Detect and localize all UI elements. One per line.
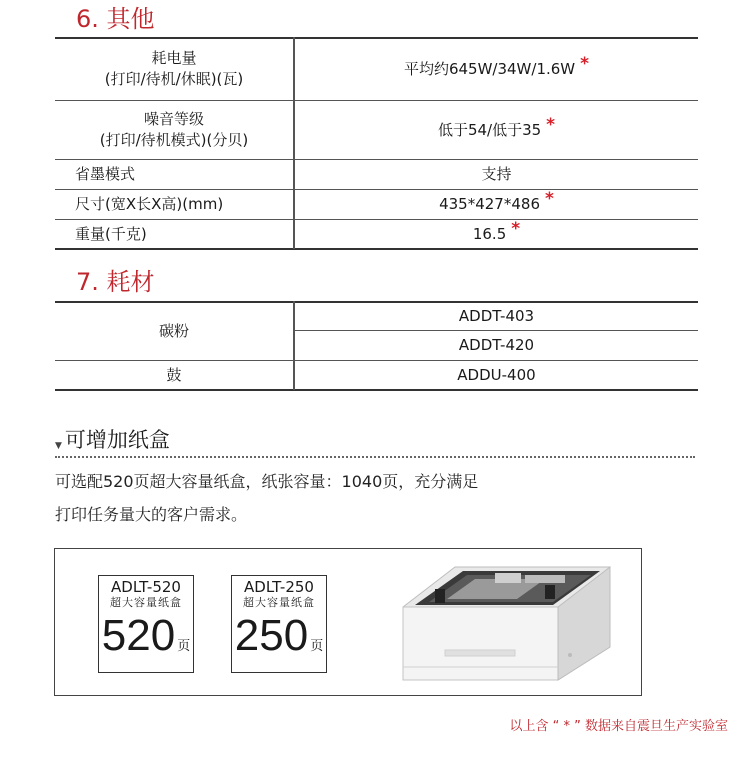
row-weight-label: 重量(千克) xyxy=(75,224,147,243)
row-weight-value xyxy=(295,220,698,248)
drum-label: 鼓 xyxy=(166,365,182,384)
tray-title: 可增加纸盒 xyxy=(64,428,170,452)
badge-unit: 页 xyxy=(310,639,324,654)
row-power-value xyxy=(295,38,698,100)
power-value-text: 平均约645W/34W/1.6W xyxy=(403,59,576,78)
star-mark: * xyxy=(580,53,590,74)
tray-description-line2: 打印任务量大的客户需求。 xyxy=(55,505,248,524)
badge-adlt-520 xyxy=(98,575,194,673)
tray-description-line1: 可选配520页超大容量纸盒，纸张容量：1040页，充分满足 xyxy=(55,472,479,491)
drum-value: ADDU-400 xyxy=(457,365,536,384)
row-size-label: 尺寸(宽X长X高)(mm) xyxy=(75,195,224,213)
badge-desc: 超大容量纸盒 xyxy=(110,596,182,609)
caret-down-icon: ▼ xyxy=(55,441,62,451)
tray-product-box xyxy=(54,548,642,696)
dotted-divider xyxy=(55,456,695,458)
row-noise-label: 噪音等级 (打印/待机模式)(分贝) xyxy=(99,110,249,149)
toner-label: 碳粉 xyxy=(158,321,189,340)
row-size-value xyxy=(295,190,698,219)
row-eco-value: 支持 xyxy=(481,165,512,183)
badge-number: 250 xyxy=(234,611,309,660)
toner-value-1: ADDT-403 xyxy=(458,306,535,325)
weight-value-text: 16.5 xyxy=(472,224,507,243)
section-other-title: 6. 其他 xyxy=(76,5,155,33)
row-power-label: 耗电量 (打印/待机/休眠)(瓦) xyxy=(104,49,244,88)
star-mark: * xyxy=(545,189,554,209)
badge-number: 520 xyxy=(101,611,176,660)
row-eco-label: 省墨模式 xyxy=(75,165,136,183)
badge-code: ADLT-250 xyxy=(244,578,314,596)
tray-heading xyxy=(55,424,170,454)
noise-value-text: 低于54/低于35 xyxy=(437,120,542,139)
toner-value-2: ADDT-420 xyxy=(458,336,535,354)
badge-desc: 超大容量纸盒 xyxy=(243,596,315,609)
footnote: 以上含 “ * ” 数据来自震旦生产实验室 xyxy=(509,719,728,734)
section-supplies-title: 7. 耗材 xyxy=(76,268,155,296)
badge-adlt-250 xyxy=(231,575,327,673)
row-noise-value xyxy=(295,101,698,159)
star-mark: * xyxy=(546,114,556,135)
paper-tray-image xyxy=(395,555,620,685)
size-value-text: 435*427*486 xyxy=(439,195,540,213)
star-mark: * xyxy=(511,218,521,239)
badge-unit: 页 xyxy=(177,639,191,654)
badge-code: ADLT-520 xyxy=(111,578,181,596)
